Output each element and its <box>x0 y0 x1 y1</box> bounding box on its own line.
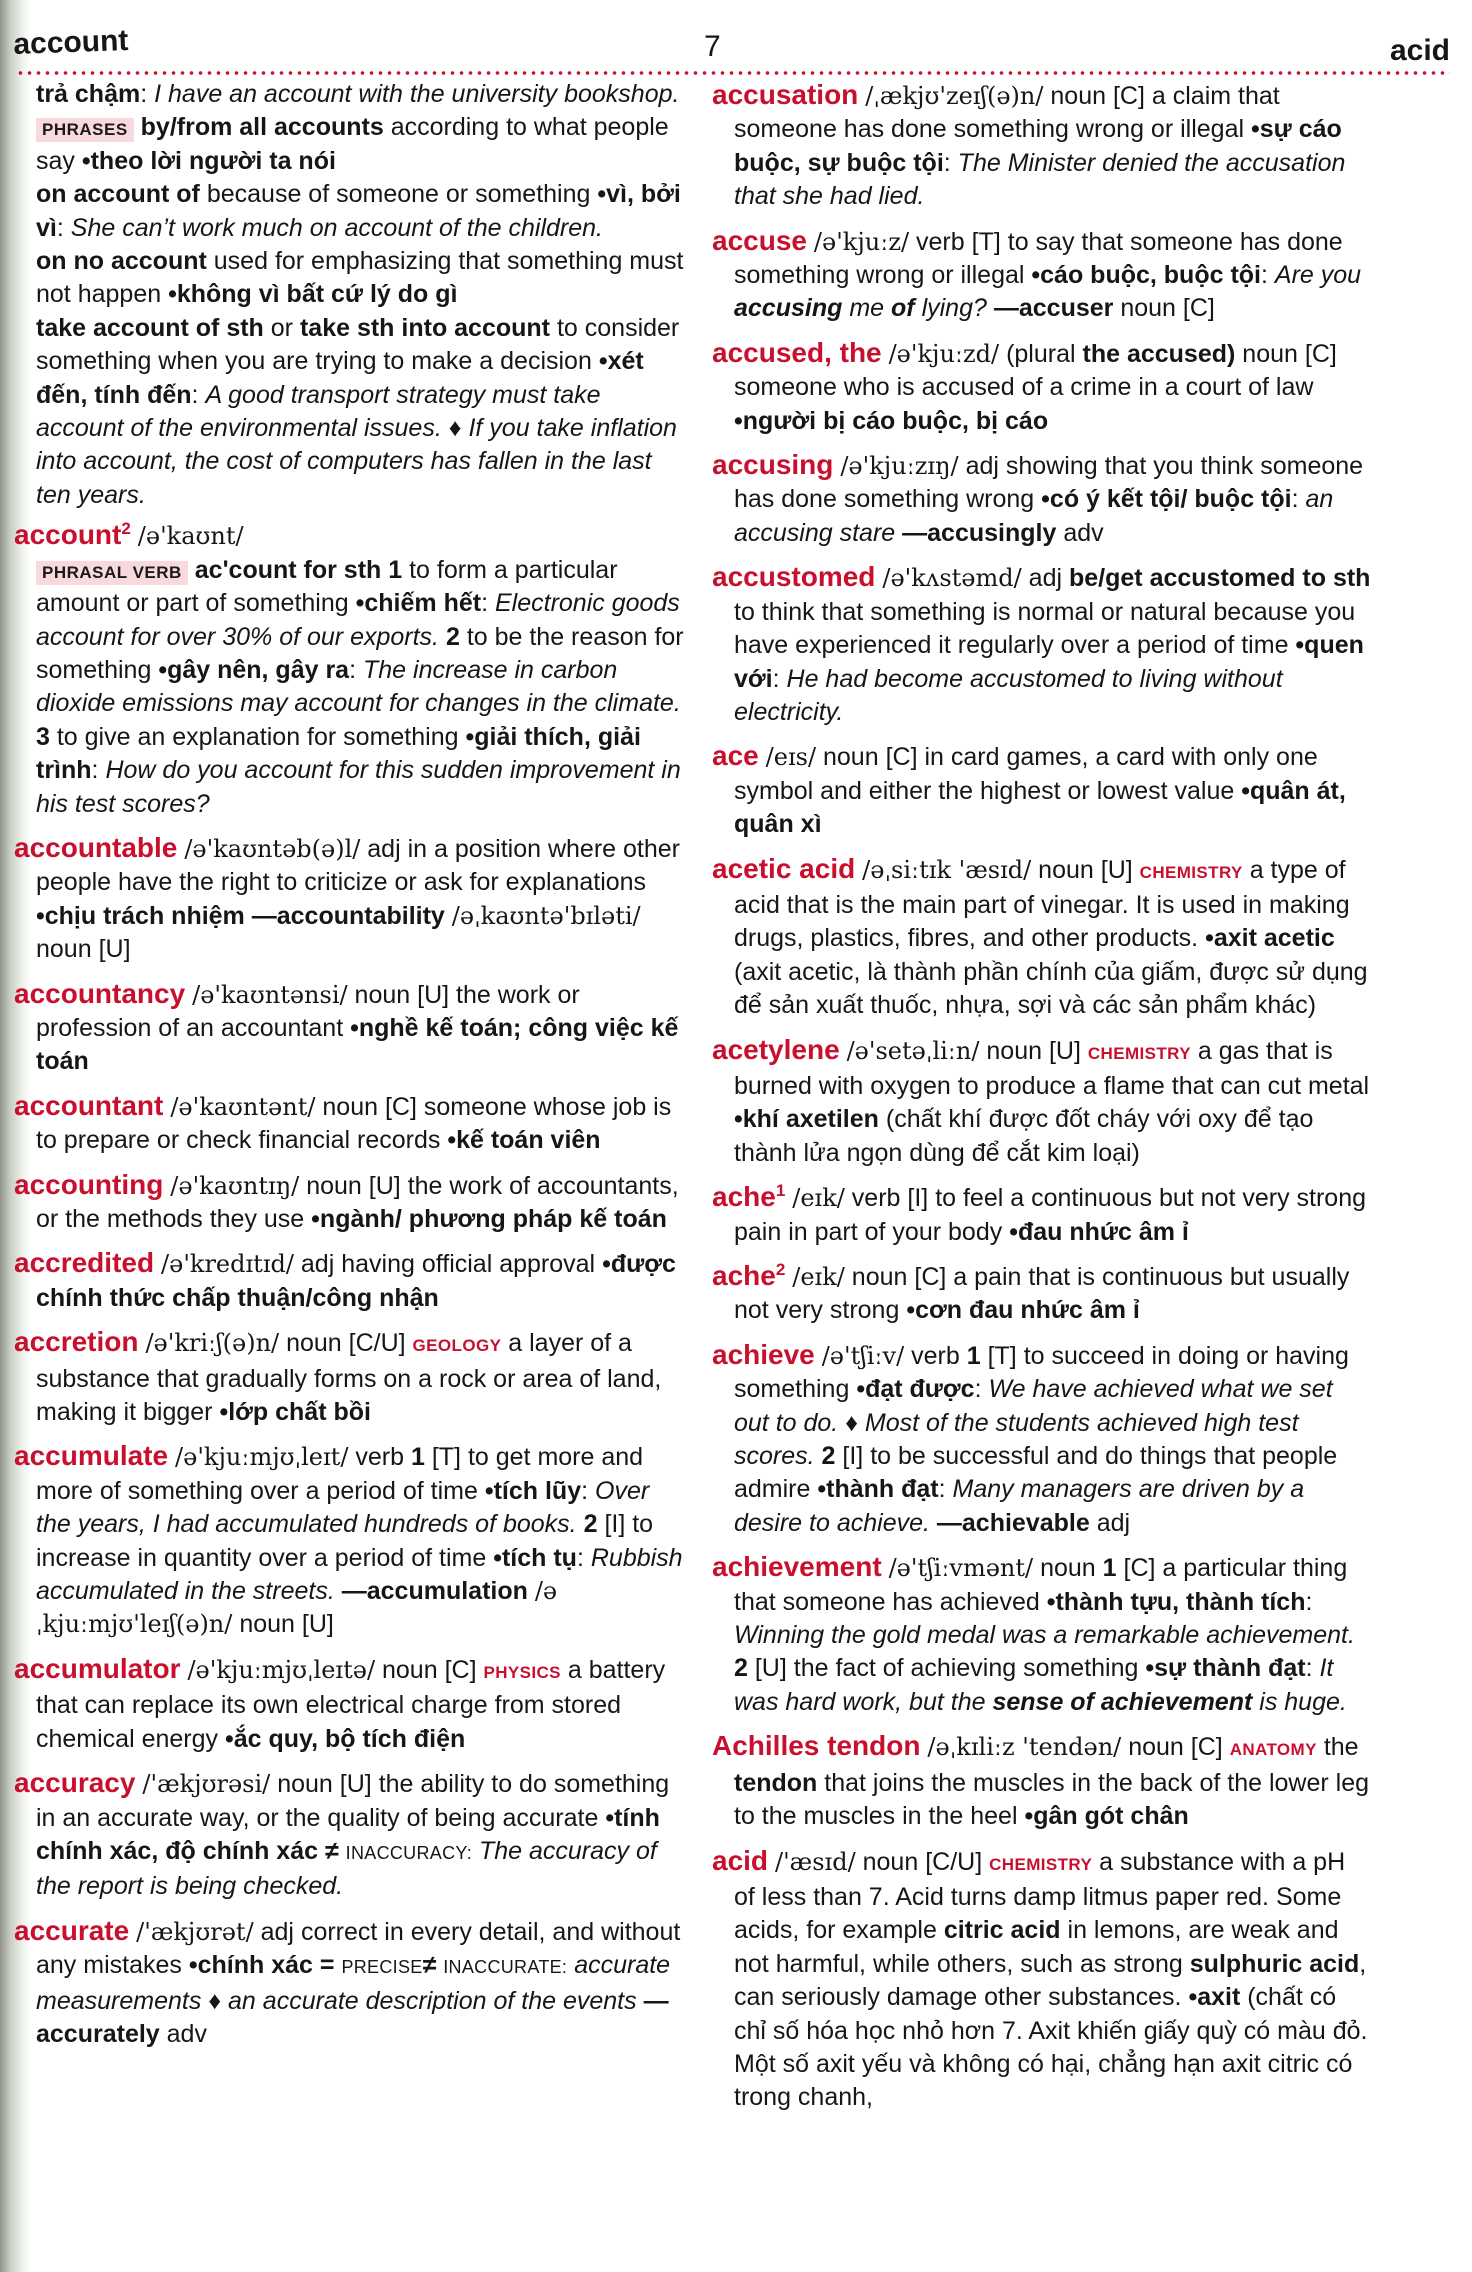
headword: accumulate <box>14 1440 169 1472</box>
headword: ache$^2$ <box>712 1260 786 1291</box>
entry-accumulate: accumulate /ə'kjuːmjʊˌleɪt/ verb 1 [T] to get more and more of something over a period of time •tích lũy: Over the years, I had accumulated hundreds of books. 2 [I] to increase in quantity over a period of time •tích tụ: Rubbish accumulated in the streets. —accumulation /əˌkjuːmjʊ'leɪʃ(ə)n/ noun [U] <box>14 1440 683 1639</box>
entry-accusing: accusing /ə'kjuːzɪŋ/ adj showing that you think someone has done something wrong •có ý kết tội/ buộc tội: an accusing stare —accusingly adv <box>712 449 1364 547</box>
entry-ache2: ache$^2$ /eɪk/ noun [C] a pain that is continuous but usually not very strong •cơn đau nhức âm ỉ <box>712 1260 1350 1325</box>
running-head <box>12 24 1450 68</box>
entry-accuracy: accuracy /'ækjʊrəsi/ noun [U] the ability to do something in an accurate way, or the quality of being accurate •tính chính xác, độ chính xác ≠ INACCURACY: The accuracy of the report is being checked. <box>14 1767 670 1901</box>
headword: acid <box>712 1844 769 1876</box>
left-column <box>14 78 684 2061</box>
entry-accretion: accretion /ə'kriːʃ(ə)n/ noun [C/U] GEOLOGY a layer of a substance that gradually forms on a rock or area of land, making it bigger •lớp chất bồi <box>14 1326 662 1427</box>
page-number: 7 <box>704 30 721 63</box>
entry-accuse: accuse /ə'kjuːz/ verb [T] to say that someone has done something wrong or illegal •cáo buộc, buộc tội: Are you accusing me of lying? —accuser noun [C] <box>712 224 1362 323</box>
phrasal-verb-label: PHRASAL VERB <box>36 561 188 585</box>
entry-accredited: accredited /ə'kredɪtɪd/ adj having official approval •được chính thức chấp thuận/công nhận <box>14 1247 676 1312</box>
headword: account$^2$ <box>14 519 131 551</box>
headword: acetylene <box>712 1033 840 1065</box>
last-guide-word: acid <box>1389 34 1450 67</box>
headword: achieve <box>712 1338 815 1370</box>
headword: accounting <box>14 1168 164 1200</box>
entry-achieve: achieve /ə'tʃiːv/ verb 1 [T] to succeed in doing or having something •đạt được: We have achieved what we set out to do. ♦ Most of the students achieved high test scores. 2 [I] to be successful and do things that people admire •thành đạt: Many managers are driven by a desire to achieve. —achievable adj <box>712 1338 1349 1537</box>
entry-achilles-tendon: Achilles tendon /əˌkɪliːz 'tendən/ noun [C] ANATOMY the tendon that joins the muscles in the back of the lower leg to the muscles in the heel •gân gót chân <box>712 1730 1370 1831</box>
entry-acetic-acid: acetic acid /əˌsiːtɪk 'æsɪd/ noun [U] CHEMISTRY a type of acid that is the main part of vinegar. It is used in making drugs, plastics, fibres, and other products. •axit acetic (axit acetic, là thành phần chính của giấm, được sử dụng để sản xuất thuốc, nhựa, sợi và các sản phẩm khác) <box>712 852 1368 1020</box>
entry-achievement: achievement /ə'tʃiːvmənt/ noun 1 [C] a particular thing that someone has achieved •thành tựu, thành tích: Winning the gold medal was a remarkable achievement. 2 [U] the fact of achieving something •sự thành đạt: It was hard work, but the sense of achievement is huge. <box>712 1551 1355 1716</box>
headword: accused, the <box>712 336 882 368</box>
headword: accusing <box>712 449 834 481</box>
phrases-label: PHRASES <box>36 118 134 142</box>
headword: accuse <box>712 224 807 256</box>
headword: accustomed <box>712 561 876 593</box>
subject-label: GEOLOGY <box>412 1336 502 1356</box>
entry-accountancy: accountancy /ə'kaʊntənsi/ noun [U] the work or profession of an accountant •nghề kế toán; công việc kế toán <box>14 977 679 1076</box>
entry-accumulator: accumulator /ə'kjuːmjʊˌleɪtə/ noun [C] PHYSICS a battery that can replace its own electrical charge from stored chemical energy •ắc quy, bộ tích điện <box>14 1652 666 1753</box>
right-column <box>712 78 1372 2125</box>
entry-accurate: accurate /'ækjʊrət/ adj correct in every detail, and without any mistakes •chính xác = PRECISE≠ INACCURATE: accurate measurements ♦ an accurate description of the events —accurately adv <box>14 1914 681 2048</box>
headword: accountancy <box>14 977 186 1009</box>
headword: accurate <box>14 1914 130 1946</box>
entry-acetylene: acetylene /ə'setəˌliːn/ noun [U] CHEMISTRY a gas that is burned with oxygen to produce a flame that can cut metal •khí axetilen (chất khí được đốt cháy với oxy để tạo thành lửa ngọn dùng để cắt kim loại) <box>712 1033 1370 1167</box>
subject-label: CHEMISTRY <box>1087 1043 1191 1063</box>
phrase-take-account-of: take account of sth or take sth into account to consider something when you are trying to make a decision •xét đến, tính đến: A good transport strategy must take account of the environmental issues. ♦ If you take inflation into account, the cost of computers has fallen in the last ten years. <box>36 313 680 509</box>
headword: acetic acid <box>712 852 856 884</box>
entry-accountant: accountant /ə'kaʊntənt/ noun [C] someone whose job is to prepare or check financial records •kế toán viên <box>14 1089 672 1155</box>
cross-reference-link: tendon <box>734 1768 818 1797</box>
phrase-by-from-all-accounts: PHRASES by/from all accounts according to what people say •theo lời người ta nói <box>36 113 669 175</box>
headword: accusation <box>712 79 859 110</box>
entry-ace: ace /eɪs/ noun [C] in card games, a card with only one symbol and either the highest or lowest value •quân át, quân xì <box>712 740 1346 839</box>
headword: accountable <box>14 831 178 863</box>
headword: accuracy <box>14 1767 136 1799</box>
phrase-on-no-account: on no account used for emphasizing that something must not happen •không vì bất cứ lý do gì <box>36 247 684 309</box>
subject-label: PHYSICS <box>483 1662 561 1682</box>
headword: accumulator <box>14 1652 181 1684</box>
subject-label: CHEMISTRY <box>989 1854 1093 1874</box>
subject-label: CHEMISTRY <box>1139 862 1243 882</box>
entry-accusation: accusation /ˌækjʊ'zeɪʃ(ə)n/ noun [C] a claim that someone has done something wrong or illegal •sự cáo buộc, sự buộc tội: The Minister denied the accusation that she had lied. <box>712 79 1346 211</box>
first-guide-word: account <box>12 24 129 62</box>
dotted-divider <box>16 70 1450 76</box>
entry-account2: account$^2$ /ə'kaʊnt/ PHRASAL VERB ac'count for sth 1 to form a particular amount or part of something •chiếm hết: Electronic goods account for over 30% of our exports. 2 to be the reason for something •gây nên, gây ra: The increase in carbon dioxide emissions may account for changes in the climate. 3 to give an explanation for something •giải thích, giải trình: How do you account for this sudden improvement in his test scores? <box>14 519 684 818</box>
headword: achievement <box>712 1551 882 1583</box>
entry-acid: acid /'æsɪd/ noun [C/U] CHEMISTRY a substance with a pH of less than 7. Acid turns damp litmus paper red. Some acids, for example citric acid in lemons, are weak and not harmful, while others, such as strong sulphuric acid, can seriously damage other substances. •axit (chất có chỉ số hóa học nhỏ hơn 7. Axit khiến giấy quỳ có màu đỏ. Một số axit yếu và không có hại, chẳng hạn axit citric có trong chanh, <box>712 1844 1368 2112</box>
headword: accredited <box>14 1247 155 1279</box>
headword: ace <box>712 740 759 772</box>
entry-accused: accused, the /ə'kjuːzd/ (plural the accused) noun [C] someone who is accused of a crime in a court of law •người bị cáo buộc, bị cáo <box>712 336 1337 435</box>
entry-ache1: ache$^1$ /eɪk/ verb [I] to feel a continuous but not very strong pain in part of your body •đau nhức âm ỉ <box>712 1181 1367 1246</box>
headword: accountant <box>14 1089 164 1121</box>
headword: ache$^1$ <box>712 1181 786 1213</box>
entry-accounting: accounting /ə'kaʊntɪŋ/ noun [U] the work of accountants, or the methods they use •ngành/ phương pháp kế toán <box>14 1168 679 1233</box>
entry-continuation-account: trả chậm: I have an account with the university bookshop. <box>36 80 680 108</box>
entry-accountable: accountable /ə'kaʊntəb(ə)l/ adj in a position where other people have the right to criticize or ask for explanations •chịu trách nhiệm —accountability /əˌkaʊntə'bɪləti/ noun [U] <box>14 831 680 964</box>
phrase-on-account-of: on account of because of someone or something •vì, bởi vì: She can’t work much on account of the children. <box>36 180 681 242</box>
headword: Achilles tendon <box>712 1730 921 1762</box>
headword: accretion <box>14 1326 139 1358</box>
entry-accustomed: accustomed /ə'kʌstəmd/ adj be/get accustomed to sth to think that something is normal or natural because you have experienced it regularly over a period of time •quen với: He had become accustomed to living without electricity. <box>712 561 1371 726</box>
subject-label: ANATOMY <box>1229 1740 1317 1760</box>
